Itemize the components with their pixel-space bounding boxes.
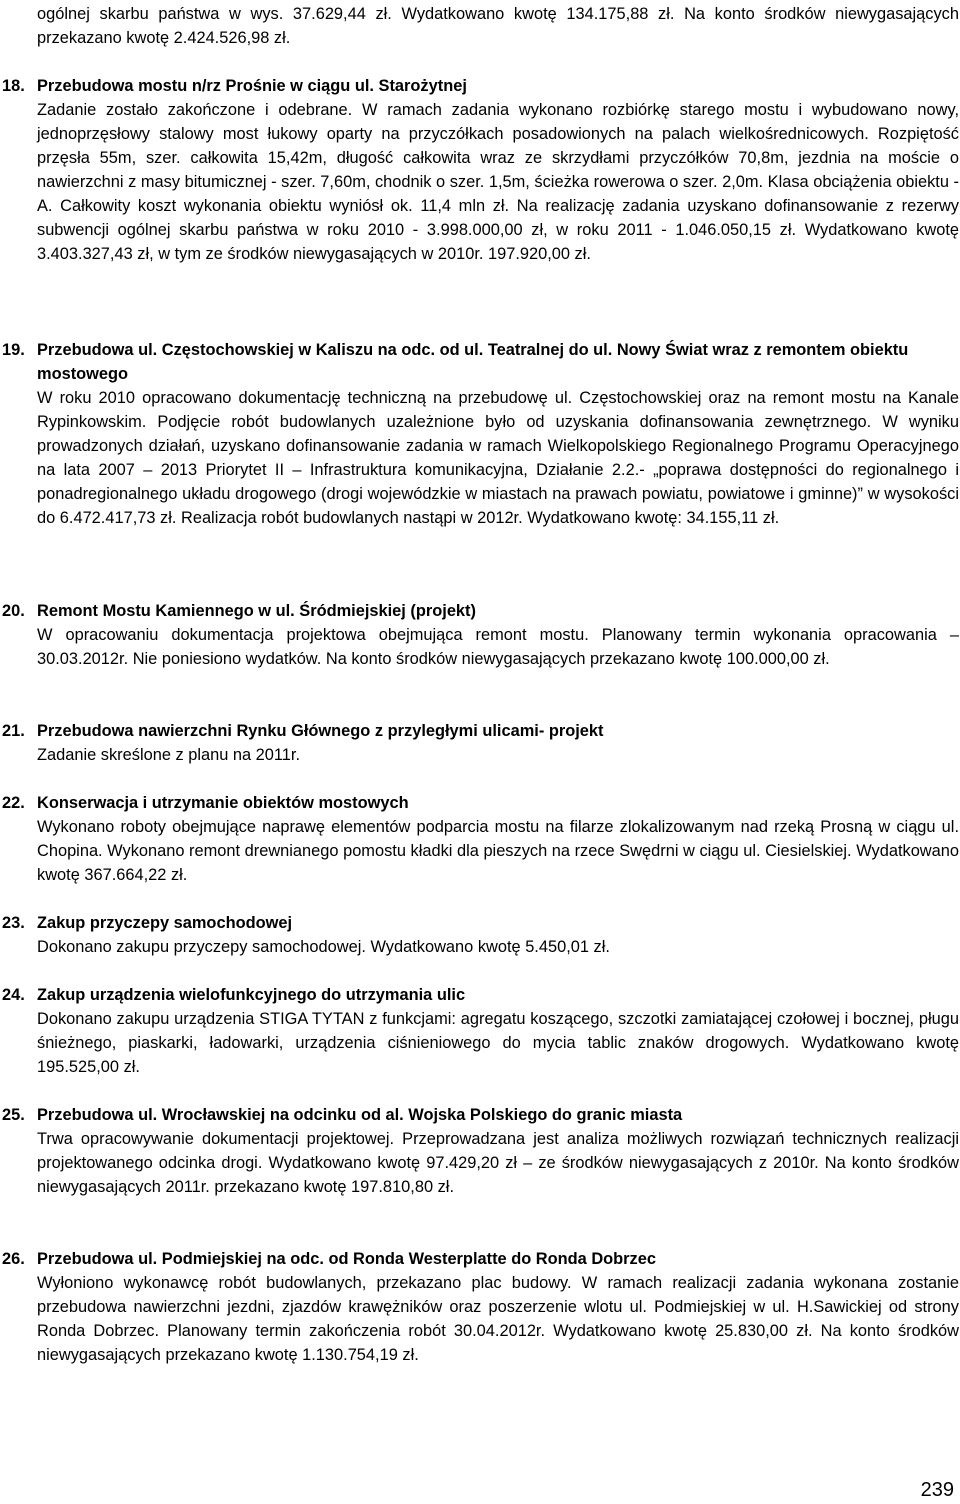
section-25 [0, 1103, 960, 1199]
section-heading [0, 1103, 960, 1127]
section-title: Remont Mostu Kamiennego w ul. Śródmiejskiej (projekt) [37, 602, 476, 620]
section-title: Przebudowa ul. Podmiejskiej na odc. od Ronda Westerplatte do Ronda Dobrzec [37, 1250, 656, 1268]
section-text: Dokonano zakupu przyczepy samochodowej. Wydatkowano kwotę 5.450,01 zł. [37, 938, 610, 956]
section-text: Zadanie zostało zakończone i odebrane. W ramach zadania wykonano rozbiórkę starego mostu i wybudowano nowy, jednoprzęsłowy stalowy most łukowy oparty na przyczółkach posadowionych na palach wielkośrednicowych. Rozpiętość przęsła 55m, szer. całkowita 15,42m, długość całkowita wraz ze skrzydłami przyczółków 70,8m, jezdnia na moście o nawierzchni z masy bitumicznej - szer. 7,60m, chodnik o szer. 1,5m, ścieżka rowerowa o szer. 2,0m. Klasa obciążenia obiektu - A. Całkowity koszt wykonania obiektu wyniósł ok. 11,4 mln zł. Na realizację zadania uzyskano dofinansowanie z rezerwy subwencji ogólnej skarbu państwa w roku 2010 - 3.998.000,00 zł, w roku 2011 - 1.046.050,15 zł. Wydatkowano kwotę 3.403.327,43 zł, w tym ze środków niewygasających w 2010r. 197.920,00 zł. [37, 101, 959, 263]
section-heading [0, 338, 960, 386]
section-title: Zakup urządzenia wielofunkcyjnego do utrzymania ulic [37, 986, 466, 1004]
section-text: Dokonano zakupu urządzenia STIGA TYTAN z funkcjami: agregatu koszącego, szczotki zamiatającej czołowej i bocznej, pługu śnieżnego, piaskarki, ładowarki, urządzenia ciśnieniowego do mycia tablic znaków drogowych. Wydatkowano kwotę 195.525,00 zł. [37, 1010, 959, 1076]
page-number: 239 [920, 1479, 954, 1501]
section-text: W opracowaniu dokumentacja projektowa obejmująca remont mostu. Planowany termin wykonania opracowania – 30.03.2012r. Nie poniesiono wydatków. Na konto środków niewygasających przekazano kwotę 100.000,00 zł. [37, 626, 959, 668]
section-number: 25. [2, 1106, 25, 1124]
section-heading [0, 983, 960, 1007]
section-number: 19. [2, 341, 25, 359]
section-title: Przebudowa ul. Częstochowskiej w Kaliszu na odc. od ul. Teatralnej do ul. Nowy Świat wraz z remontem obiektu mostowego [37, 341, 909, 383]
section-23 [0, 911, 960, 959]
section-26 [0, 1247, 960, 1367]
section-heading [0, 74, 960, 98]
section-22 [0, 791, 960, 887]
section-title: Przebudowa nawierzchni Rynku Głównego z przyległymi ulicami- projekt [37, 722, 604, 740]
section-text: Wyłoniono wykonawcę robót budowlanych, przekazano plac budowy. W ramach realizacji zadania wykonana zostanie przebudowa nawierzchni jezdni, zjazdów krawężników oraz poszerzenie wlotu ul. Podmiejskiej w ul. H.Sawickiej od strony Ronda Dobrzec. Planowany termin zakończenia robót 30.04.2012r. Wydatkowano kwotę 25.830,00 zł. Na konto środków niewygasających przekazano kwotę 1.130.754,19 zł. [37, 1274, 959, 1364]
section-number: 20. [2, 602, 25, 620]
section-number: 23. [2, 914, 25, 932]
section-heading [0, 599, 960, 623]
section-21 [0, 719, 960, 767]
section-heading [0, 719, 960, 743]
section-heading [0, 911, 960, 935]
section-text: W roku 2010 opracowano dokumentację techniczną na przebudowę ul. Częstochowskiej oraz na remont mostu na Kanale Rypinkowskim. Podjęcie robót budowlanych uzależnione było od uzyskania dofinansowania zewnętrznego. W wyniku prowadzonych działań, uzyskano dofinansowanie zadania w ramach Wielkopolskiego Regionalnego Programu Operacyjnego na lata 2007 – 2013 Priorytet II – Infrastruktura komunikacyjna, Działanie 2.2.- „poprawa dostępności do regionalnego i ponadregionalnego układu drogowego (drogi wojewódzkie w miastach na prawach powiatu, powiatowe i gminne)” w wysokości do 6.472.417,73 zł. Realizacja robót budowlanych nastąpi w 2012r. Wydatkowano kwotę: 34.155,11 zł. [37, 389, 959, 527]
section-text: Trwa opracowywanie dokumentacji projektowej. Przeprowadzana jest analiza możliwych rozwiązań technicznych realizacji projektowanego odcinka drogi. Wydatkowano kwotę 97.429,20 zł – ze środków niewygasających z 2010r. Na konto środków niewygasających 2011r. przekazano kwotę 197.810,80 zł. [37, 1130, 959, 1196]
section-title: Przebudowa mostu n/rz Prośnie w ciągu ul. Starożytnej [37, 77, 467, 95]
section-18 [0, 74, 960, 266]
section-title: Przebudowa ul. Wrocławskiej na odcinku od al. Wojska Polskiego do granic miasta [37, 1106, 683, 1124]
section-number: 22. [2, 794, 25, 812]
section-19 [0, 338, 960, 530]
section-number: 21. [2, 722, 25, 740]
section-heading [0, 1247, 960, 1271]
section-heading [0, 791, 960, 815]
section-24 [0, 983, 960, 1079]
section-text: Wykonano roboty obejmujące naprawę elementów podparcia mostu na filarze zlokalizowanym nad rzeką Prosną w ciągu ul. Chopina. Wykonano remont drewnianego pomostu kładki dla pieszych na rzece Swędrni w ciągu ul. Ciesielskiej. Wydatkowano kwotę 367.664,22 zł. [37, 818, 959, 884]
section-number: 18. [2, 77, 25, 95]
section-number: 26. [2, 1250, 25, 1268]
intro-paragraph: ogólnej skarbu państwa w wys. 37.629,44 zł. Wydatkowano kwotę 134.175,88 zł. Na konto środków niewygasających przekazano kwotę 2.424.526,98 zł. [37, 5, 959, 47]
section-title: Zakup przyczepy samochodowej [37, 914, 293, 932]
section-number: 24. [2, 986, 25, 1004]
section-text: Zadanie skreślone z planu na 2011r. [37, 746, 301, 764]
section-title: Konserwacja i utrzymanie obiektów mostowych [37, 794, 409, 812]
section-20 [0, 599, 960, 671]
